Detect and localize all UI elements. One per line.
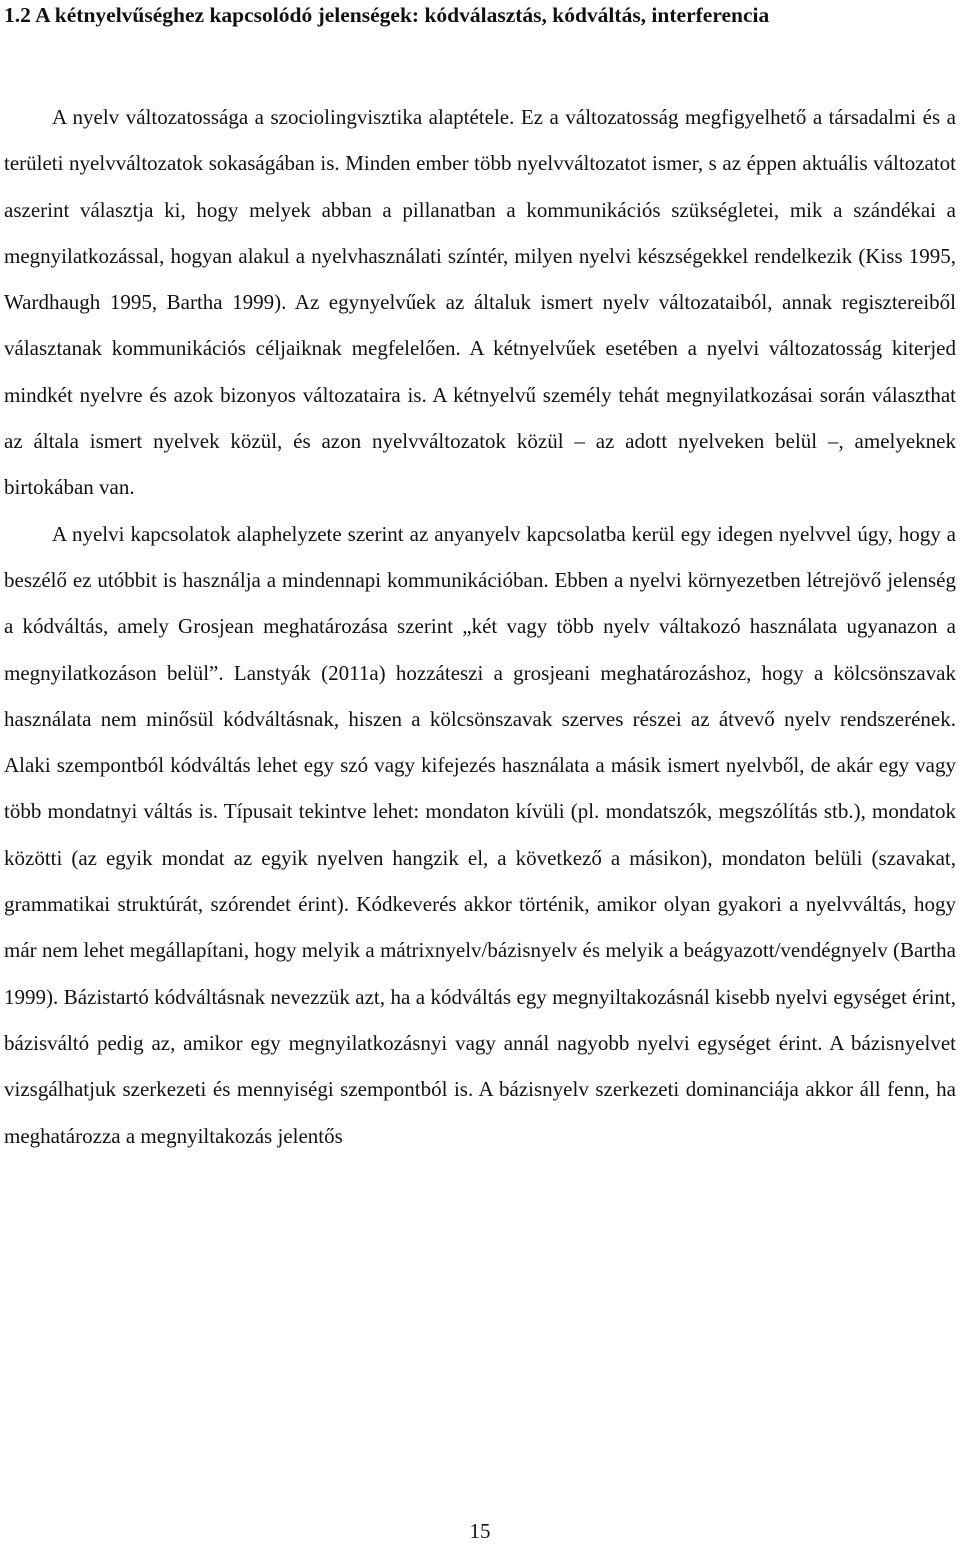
document-page xyxy=(4,0,956,1159)
section-heading: 1.2 A kétnyelvűséghez kapcsolódó jelenségek: kódválasztás, kódváltás, interferencia xyxy=(4,3,770,27)
paragraph-code-switching: A nyelvi kapcsolatok alaphelyzete szerint az anyanyelv kapcsolatba kerül egy idegen nyelvvel úgy, hogy a beszélő ez utóbbit is használja a mindennapi kommunikációban. Ebben a nyelvi környezetben létrejövő jelenség a kódváltás, amely Grosjean meghatározása szerint „két vagy több nyelv váltakozó használata ugyanazon a megnyilatkozáson belül”. Lanstyák (2011a) hozzáteszi a grosjeani meghatározáshoz, hogy a kölcsönszavak használata nem minősül kódváltásnak, hiszen a kölcsönszavak szerves részei az átvevő nyelv rendszerének. Alaki szempontból kódváltás lehet egy szó vagy kifejezés használata a másik ismert nyelvből, de akár egy vagy több mondatnyi váltás is. Típusait tekintve lehet: mondaton kívüli (pl. mondatszók, megszólítás stb.), mondatok közötti (az egyik mondat az egyik nyelven hangzik el, a következő a másikon), mondaton belüli (szavakat, grammatikai struktúrát, szórendet érint). Kódkeverés akkor történik, amikor olyan gyakori a nyelvváltás, hogy már nem lehet megállapítani, hogy melyik a mátrixnyelv/bázisnyelv és melyik a beágyazott/vendégnyelv (Bartha 1999). Bázistartó kódváltásnak nevezzük azt, ha a kódváltás egy megnyiltakozásnál kisebb nyelvi egységet érint, bázisváltó pedig az, amikor egy megnyilatkozásnyi vagy annál nagyobb nyelvi egységet érint. A bázisnyelvet vizsgálhatjuk szerkezeti és mennyiségi szempontból is. A bázisnyelv szerkezeti dominanciája akkor áll fenn, ha meghatározza a megnyiltakozás jelentős xyxy=(4,521,956,1148)
paragraph-language-variation: A nyelv változatossága a szociolingvisztika alaptétele. Ez a változatosság megfigyelhető a társadalmi és a területi nyelvváltozatok sokaságában is. Minden ember több nyelvváltozatot ismer, s az éppen aktuális változatot aszerint választja ki, hogy melyek abban a pillanatban a kommunikációs szükségletei, mik a szándékai a megnyilatkozással, hogyan alakul a nyelvhasználati színtér, milyen nyelvi készségekkel rendelkezik (Kiss 1995, Wardhaugh 1995, Bartha 1999). Az egynyelvűek az általuk ismert nyelv változataiból, annak regisztereiből választanak kommunikációs céljaiknak megfelelően. A kétnyelvűek esetében a nyelvi változatosság kiterjed mindkét nyelvre és azok bizonyos változataira is. A kétnyelvű személy tehát megnyilatkozásai során választhat az általa ismert nyelvek közül, és azon nyelvváltozatok közül – az adott nyelveken belül –, amelyeknek birtokában van. xyxy=(4,105,956,500)
page-number: 15 xyxy=(469,1519,491,1543)
